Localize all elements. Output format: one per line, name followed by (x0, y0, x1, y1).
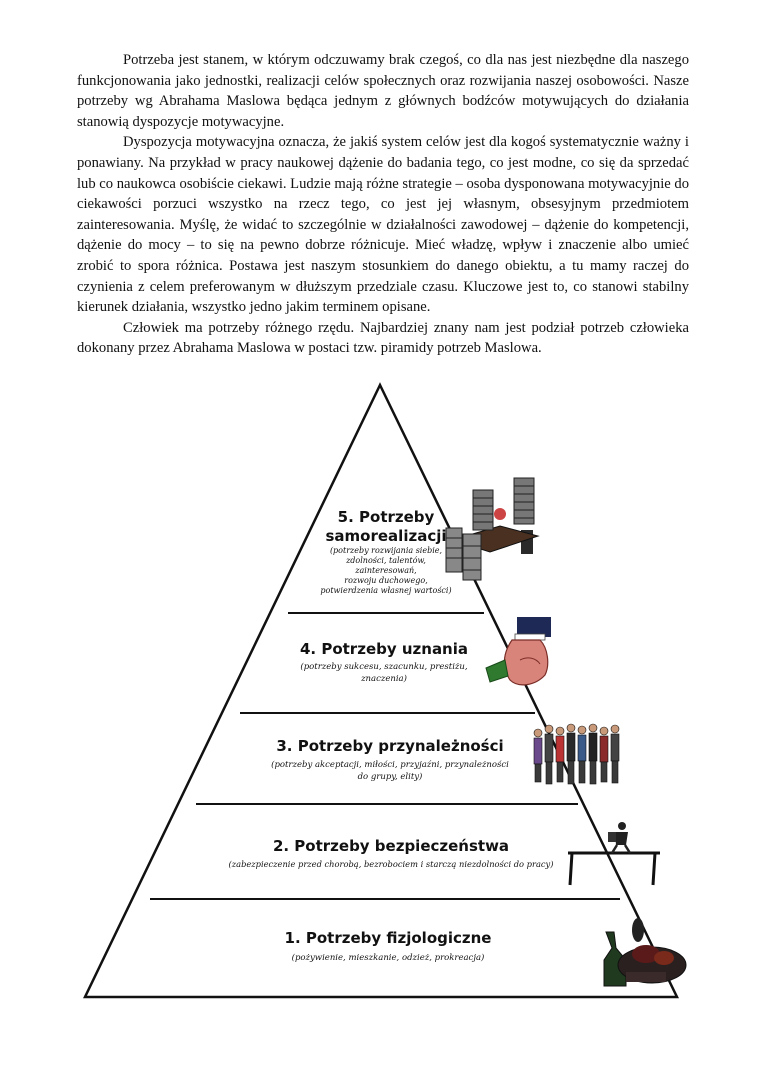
desk-papers-icon (446, 478, 538, 580)
paragraph-1: Potrzeba jest stanem, w którym odczuwamy brak czegoś, co dla nas jest niezbędne dla naszego funkcjonowania jako jednostki, realizacji celów społecznych oraz rozwijania naszej osobowości. Nasze potrzeby wg Abrahama Maslowa będąca jednym z głównych bodźców motywujących do działania stanowią dyspozycje motywacyjne. (77, 52, 689, 130)
level-5-desc-1: (potrzeby rozwijania siebie, (329, 546, 443, 555)
level-4-title: 4. Potrzeby uznania (299, 640, 469, 658)
paragraph-2: Dyspozycja motywacyjna oznacza, że jakiś system celów jest dla kogoś systematycznie ważny i ponawiany. Na przykład w pracy naukowej dążenie do badania tego, co jest modne, co się da sprzedać lub co naukowca osobiście ciekawi. Ludzie mają różne strategie – osoba dysponowana motywacyjnie do ciekawości porzuci wszystko na rzecz tego, co jest jej własnym, obsesyjnym przedmiotem zainteresowania. Myślę, że widać to szczególnie w działalności zawodowej – dążenie do kompetencji, dążenie do mocy – to się na pewno dobrze różnicuje. Mieć władzę, wpływ i znaczenie albo umieć zrobić to spora różnica. Postawa jest naszym stosunkiem do danego obiektu, a tu mamy raczej do czynienia z celem preferowanym w dłuższym przedziale czasu. Kluczowe jest to, co stanowi stabilny kierunek działania, wszystko jedno jakim terminem opisane. (77, 134, 689, 316)
level-5-title-line1: 5. Potrzeby (337, 508, 435, 526)
level-5-desc-5: potwierdzenia własnej wartości) (320, 586, 452, 595)
maslow-pyramid (0, 378, 760, 1008)
level-2-title: 2. Potrzeby bezpieczeństwa (272, 837, 510, 855)
pyramid-outline (85, 385, 677, 997)
level-5-desc-2: zdolności, talentów, (346, 556, 426, 565)
level-5-desc-3: zainteresowań, (355, 566, 417, 575)
level-5-title-line2: samorealizacji (325, 527, 447, 545)
level-2 (229, 837, 554, 869)
body-text (77, 50, 689, 359)
level-1 (285, 929, 492, 963)
level-1-title: 1. Potrzeby fizjologiczne (284, 929, 492, 947)
level-3-desc-1: (potrzeby akceptacji, miłości, przyjaźni, przynależności (271, 760, 509, 770)
level-5-desc-4: rozwoju duchowego, (344, 576, 428, 585)
level-4-desc-1: (potrzeby sukcesu, szacunku, prestiżu, (300, 662, 468, 672)
level-3-desc-2: do grupy, elity) (357, 772, 423, 782)
level-1-desc-1: (pożywienie, mieszkanie, odzież, prokreacja) (291, 953, 485, 963)
level-3-title: 3. Potrzeby przynależności (276, 737, 504, 755)
paragraph-3: Człowiek ma potrzeby różnego rzędu. Najbardziej znany nam jest podział potrzeb człowieka dokonany przez Abrahama Maslowa w postaci tzw. piramidy potrzeb Maslowa. (77, 319, 689, 357)
level-2-desc-1: (zabezpieczenie przed chorobą, bezrobociem i starczą niezdolności do pracy) (228, 859, 554, 869)
level-4-desc-2: znaczenia) (361, 674, 407, 684)
